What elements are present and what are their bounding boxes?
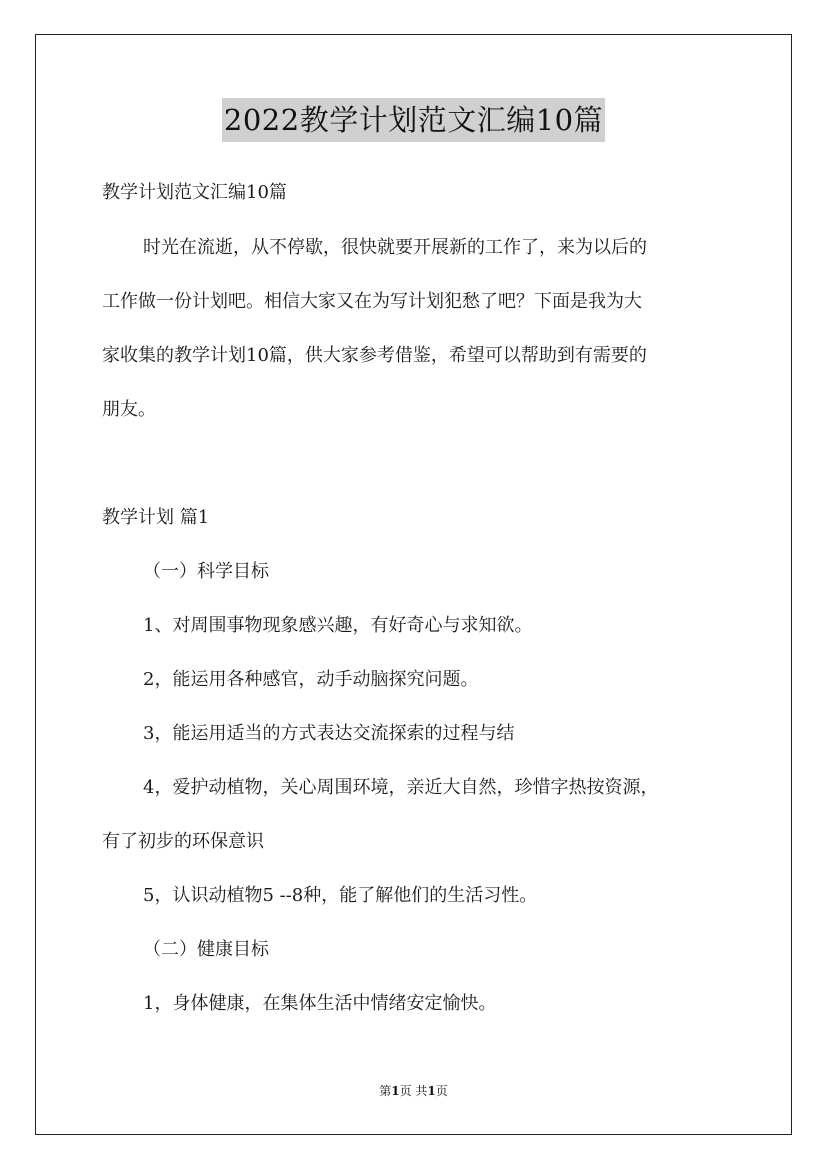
footer-page-total: 1 — [427, 1084, 436, 1098]
intro-line-1: 时光在流逝，从不停歇，很快就要开展新的工作了，来为以后的 — [143, 237, 647, 258]
section-heading: 教学计划 篇1 — [102, 507, 210, 528]
title-container — [0, 98, 827, 142]
page-footer — [0, 1083, 827, 1099]
document-title: 2022教学计划范文汇编10篇 — [222, 98, 605, 142]
footer-mid: 页 共 — [399, 1084, 428, 1098]
section-line-8: （二）健康目标 — [143, 939, 269, 960]
intro-line-4: 朋友。 — [102, 399, 156, 420]
footer-page-current: 1 — [391, 1084, 400, 1098]
section-line-2: 1、对周围事物现象感兴趣，有好奇心与求知欲。 — [143, 615, 533, 636]
intro-line-3: 家收集的教学计划10篇，供大家参考借鉴，希望可以帮助到有需要的 — [102, 345, 647, 366]
section-line-7: 5，认识动植物5 --8种，能了解他们的生活习性。 — [143, 885, 538, 906]
document-subtitle: 教学计划范文汇编10篇 — [102, 182, 287, 203]
section-line-5: 4，爱护动植物，关心周围环境，亲近大自然，珍惜字热按资源， — [143, 777, 659, 798]
section-line-9: 1，身体健康，在集体生活中情绪安定愉快。 — [143, 993, 497, 1014]
section-line-6: 有了初步的环保意识 — [102, 831, 264, 852]
intro-line-2: 工作做一份计划吧。相信大家又在为写计划犯愁了吧？下面是我为大 — [102, 291, 642, 312]
section-line-4: 3，能运用适当的方式表达交流探索的过程与结 — [143, 723, 515, 744]
section-line-1: （一）科学目标 — [143, 561, 269, 582]
footer-suffix: 页 — [435, 1084, 448, 1098]
footer-prefix: 第 — [379, 1084, 392, 1098]
section-line-3: 2，能运用各种感官，动手动脑探究问题。 — [143, 669, 479, 690]
